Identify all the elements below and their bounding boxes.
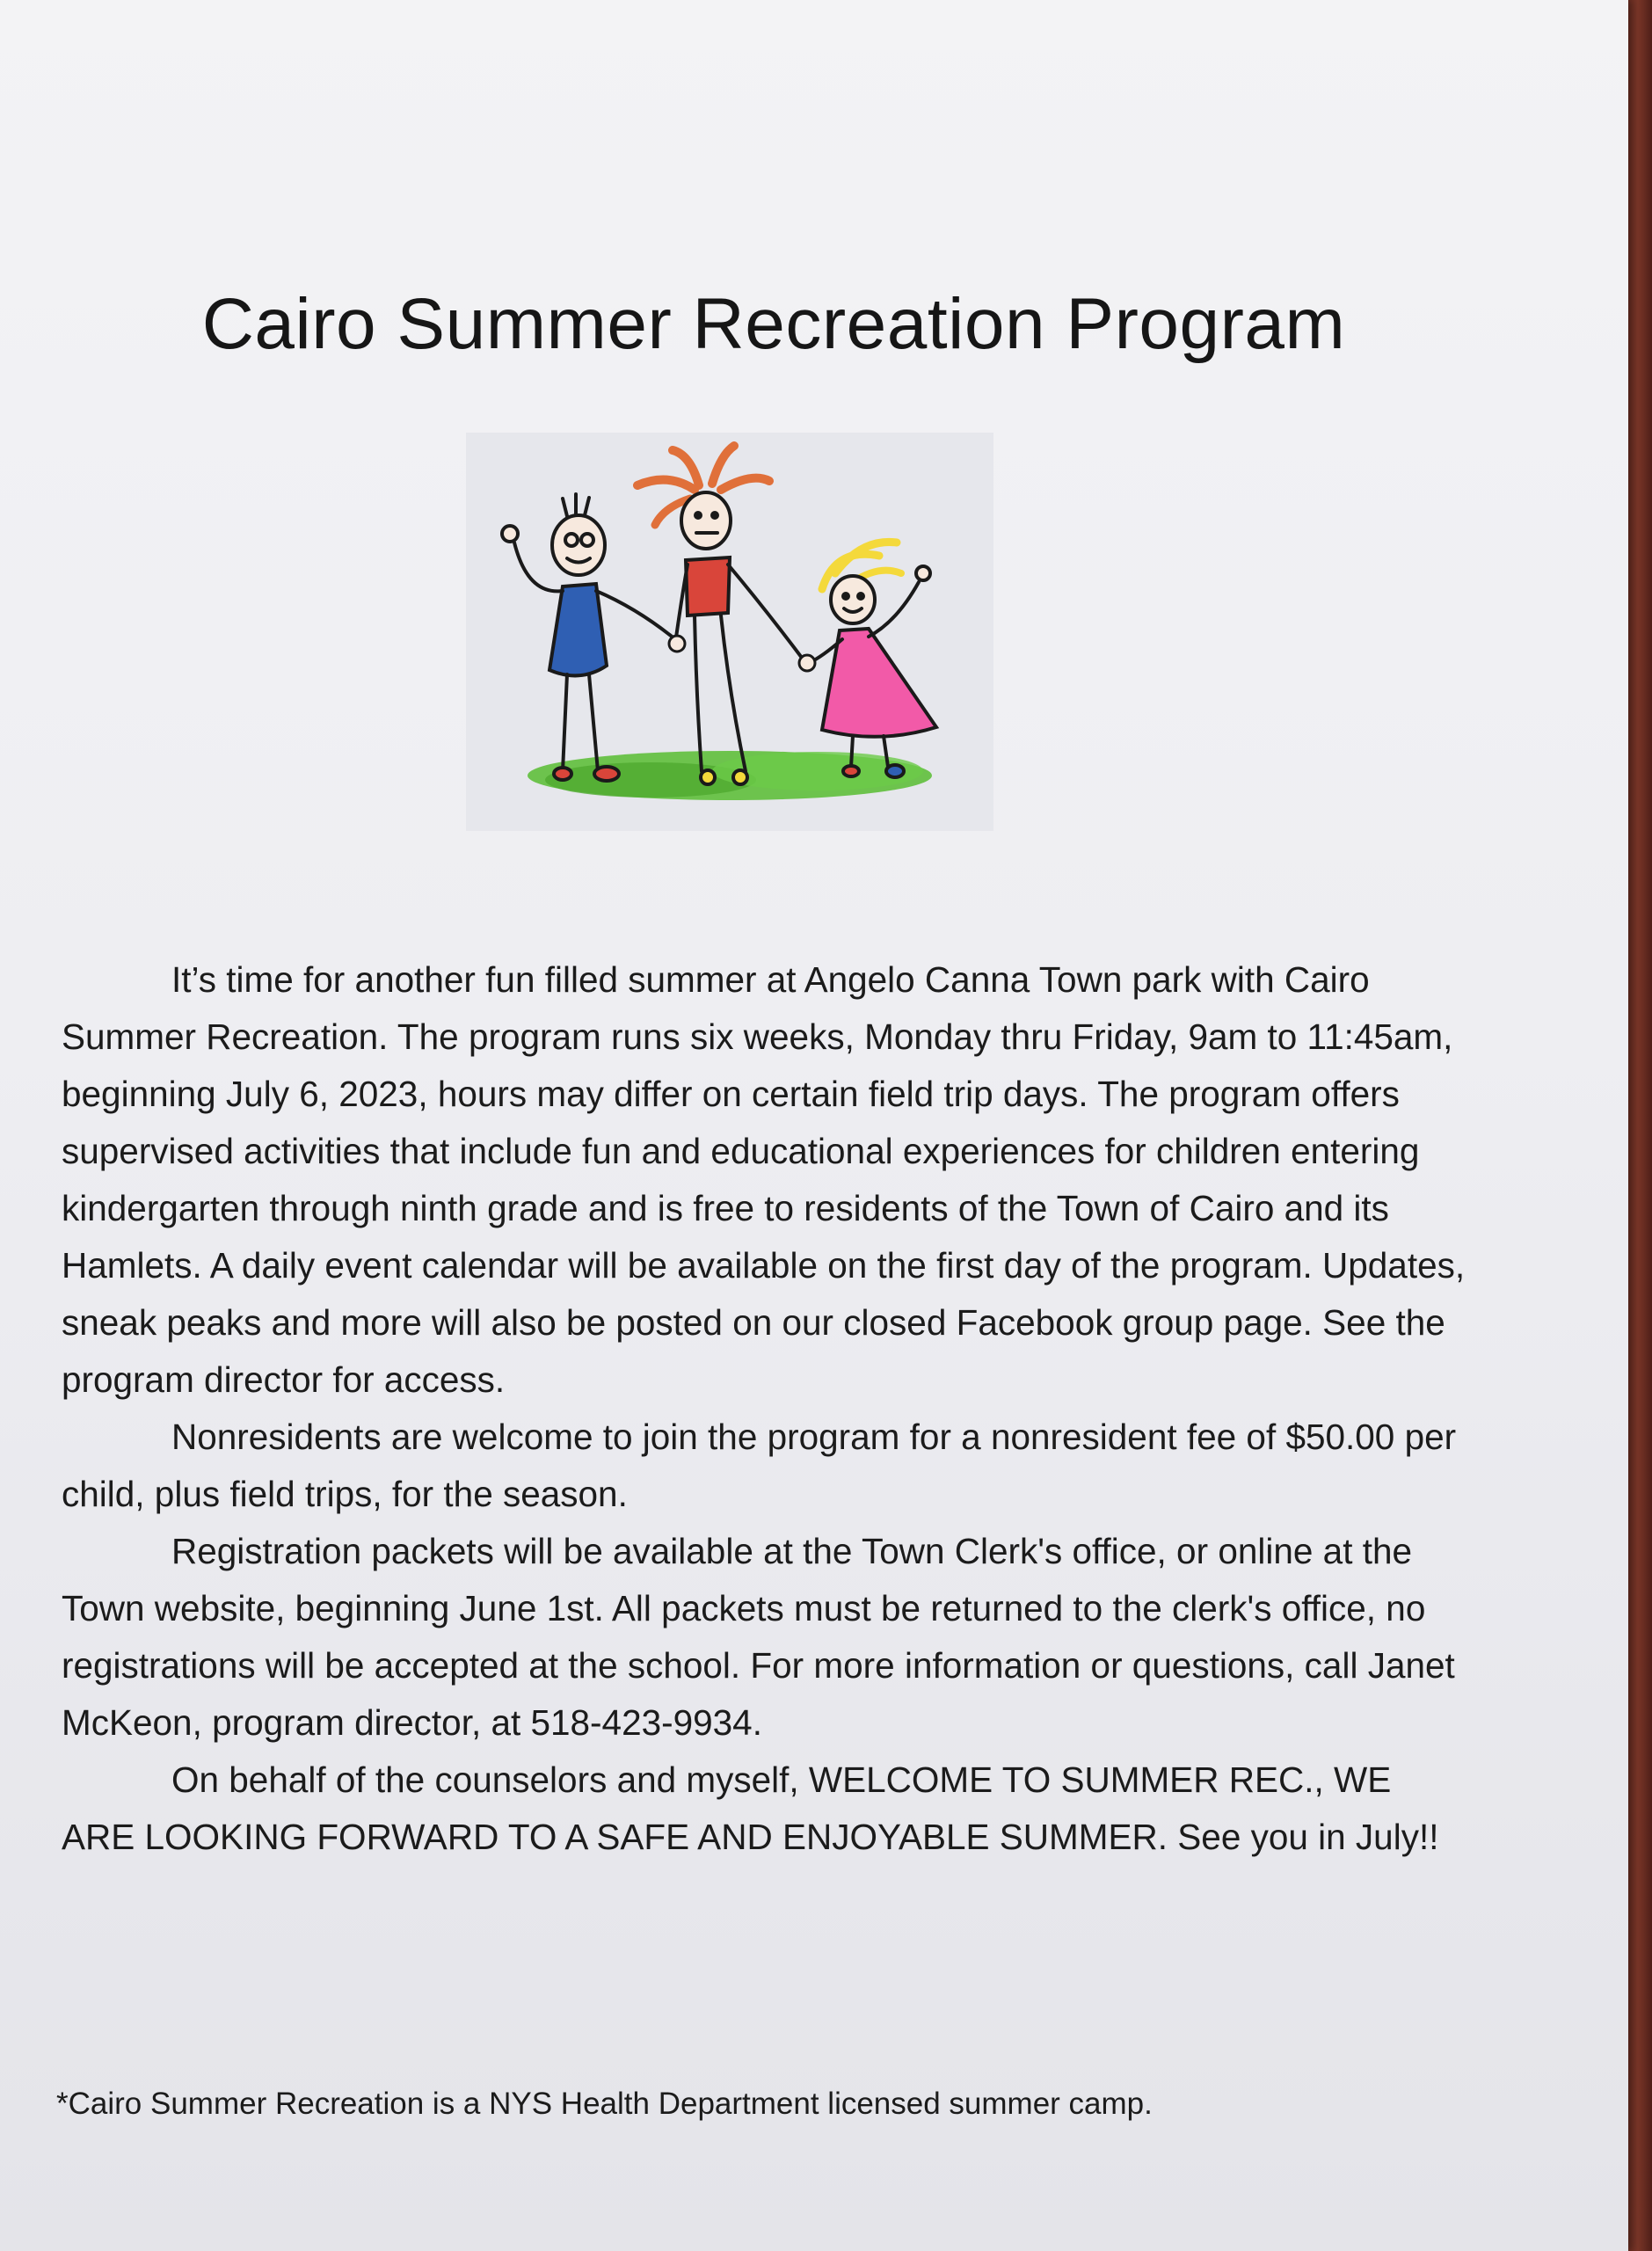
- paragraph-nonresidents: Nonresidents are welcome to join the program for a nonresident fee of $50.00 per child, plus field trips, for the season.: [62, 1417, 1457, 1514]
- held-hands-left: [669, 636, 685, 652]
- paragraph-registration: Registration packets will be available at the Town Clerk's office, or online at the Town website, beginning June 1st. All packets must be returned to the clerk's office, no registrations will be accepted at the school. For more information or questions, call Janet McKeon, program director, at 518-423-9934.: [62, 1531, 1455, 1743]
- mother-figure: [637, 446, 804, 784]
- flyer-body: [62, 951, 1468, 1866]
- paragraph-welcome: On behalf of the counselors and myself, WELCOME TO SUMMER REC., WE ARE LOOKING FORWARD TO A SAFE AND ENJOYABLE SUMMER. See you in July!!: [62, 1759, 1439, 1857]
- grass-patch: [528, 751, 932, 800]
- flyer-title: Cairo Summer Recreation Program: [201, 284, 1346, 364]
- held-hands-right: [799, 655, 815, 671]
- family-drawing-illustration: [466, 433, 993, 831]
- girl-figure: [809, 542, 936, 777]
- license-footnote: *Cairo Summer Recreation is a NYS Health Department licensed summer camp.: [56, 2087, 1153, 2121]
- paragraph-intro: It’s time for another fun filled summer at Angelo Canna Town park with Cairo Summer Recreation. The program runs six weeks, Monday thru Friday, 9am to 11:45am, beginning July 6, 2023, hours may differ on certain field trip days. The program offers supervised activities that include fun and educational experiences for children entering kindergarten through ninth grade and is free to residents of the Town of Cairo and its Hamlets. A daily event calendar will be available on the first day of the program. Updates, sneak peaks and more will also be posted on our closed Facebook group page. See the program director for access.: [62, 959, 1466, 1400]
- boy-figure: [502, 494, 675, 781]
